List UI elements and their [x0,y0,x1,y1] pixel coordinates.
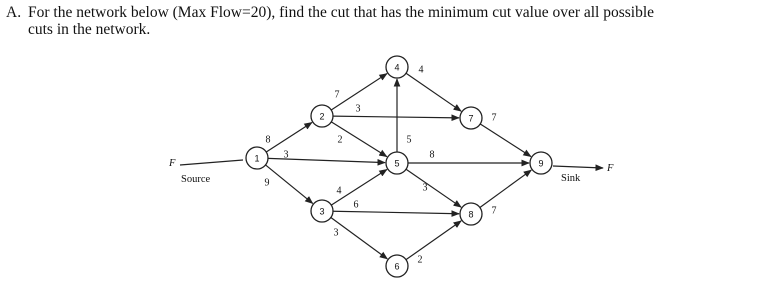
node-2 [311,105,333,127]
capacity-label-1-2: 8 [265,134,271,146]
capacity-label-2-7: 3 [355,103,361,115]
node-label-9: 9 [538,158,544,169]
node-6 [386,255,408,277]
nodes-layer [246,56,552,277]
edge-8-9 [480,170,531,207]
capacity-label-8-9: 7 [491,205,497,217]
node-label-8: 8 [468,209,474,220]
sink-label: Sink [561,173,581,184]
capacity-label-6-8: 2 [417,254,423,266]
edge-7-9 [480,124,531,157]
capacity-label-2-4: 7 [334,89,340,101]
edge-5-8 [406,169,461,207]
capacity-label-1-3: 9 [264,177,270,189]
node-label-5: 5 [394,158,400,169]
capacity-label-5-4: 5 [406,134,412,146]
node-7 [460,107,482,129]
capacity-label-7-9: 7 [491,112,497,124]
source-label-text: Source [181,174,211,185]
node-3 [311,200,333,222]
node-label-1: 1 [254,153,260,164]
edge-2-7 [333,116,459,118]
capacity-label-3-8: 6 [353,199,359,211]
capacity-label-1-5: 3 [283,149,289,161]
source-flow-label: F [169,158,176,169]
node-4 [386,56,408,78]
capacity-label-3-6: 3 [333,227,339,239]
capacity-label-3-5: 4 [336,185,342,197]
capacity-label-2-5: 2 [337,134,343,146]
edge-1-2 [266,123,312,153]
node-5 [386,152,408,174]
sink-flow-arrow [553,166,603,168]
edge-4-7 [406,73,461,111]
node-label-4: 4 [394,62,400,73]
edge-1-3 [266,165,313,203]
node-label-3: 3 [319,206,325,217]
edge-6-8 [406,221,461,260]
sink-flow-label: F [607,163,614,174]
node-1 [246,147,268,169]
capacity-labels-layer [264,62,497,266]
question-line-1-text: For the network below (Max Flow=20), find the cut that has the minimum cut value over all possible [28,4,655,21]
node-label-6: 6 [394,261,400,272]
source-flow-line [180,160,243,165]
edge-3-8 [333,211,459,214]
node-8 [460,203,482,225]
capacity-label-5-8: 3 [422,182,428,194]
edge-3-6 [331,218,387,259]
node-9 [530,152,552,174]
question-label: A. [6,4,22,21]
capacity-label-5-9: 8 [429,149,435,161]
question-line-2-text: cuts in the network. [28,21,151,38]
capacity-label-4-7: 4 [418,64,424,76]
node-label-2: 2 [319,111,325,122]
node-label-7: 7 [468,113,474,124]
